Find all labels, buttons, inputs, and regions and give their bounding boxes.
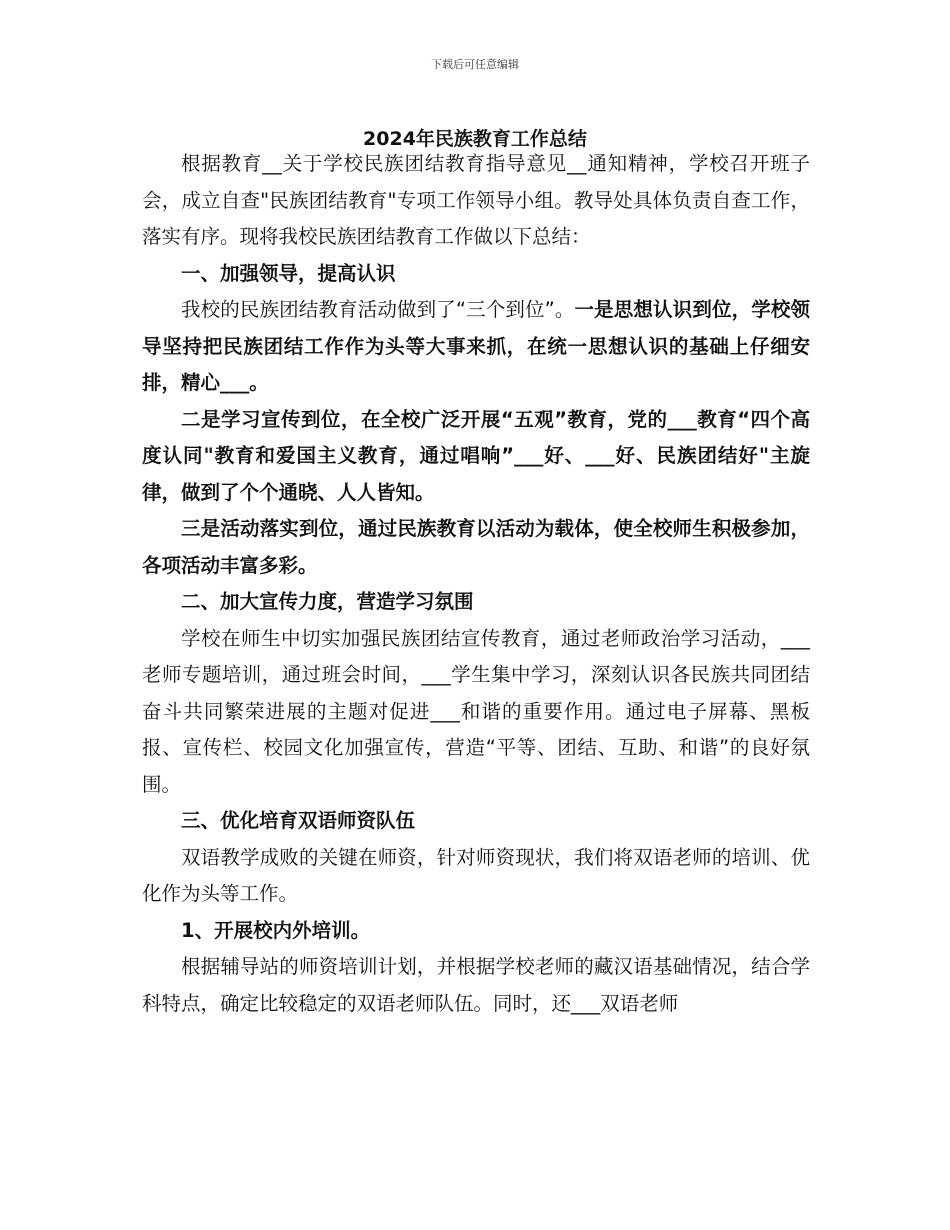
section-heading-4: 1、开展校内外培训。 [181,918,371,942]
paragraph-4: 学校在师生中切实加强民族团结宣传教育，通过老师政治学习活动，___老师专题培训，通过班会时间，___学生集中学习，深刻认识各民族共同团结奋斗共同繁荣进展的主题对促进___和谐的重要作用。通过电子屏幕、黑板报、宣传栏、校园文化加强宣传，营造“平等、团结、互助、和谐”的良好氛围。 [142,626,810,796]
section-heading-3: 三、优化培育双语师资队伍 [181,809,416,832]
paragraph-intro: 根据教育__关于学校民族团结教育指导意见__通知精神，学校召开班子会，成立自查"民族团结教育"专项工作领导小组。教导处具体负责自查工作，落实有序。现将我校民族团结教育工作做以下总结： [142,152,810,248]
document-title: 2024年民族教育工作总结 [363,128,587,150]
paragraph-1 [142,292,810,402]
header-note: 下载后可任意编辑 [431,58,519,71]
paragraph-5: 双语教学成败的关键在师资，针对师资现状，我们将双语老师的培训、优化作为头等工作。 [142,845,810,905]
document-body [142,146,810,1022]
paragraph-3: 三是活动落实到位，通过民族教育以活动为载体，使全校师生积极参加，各项活动丰富多彩。 [142,517,810,577]
paragraph-6: 根据辅导站的师资培训计划，并根据学校老师的藏汉语基础情况，结合学科特点，确定比较稳定的双语老师队伍。同时，还___双语老师 [142,955,810,1015]
section-heading-2: 二、加大宣传力度，营造学习氛围 [181,590,474,613]
section-heading-1: 一、加强领导，提高认识 [181,261,396,285]
paragraph-1-normal: 我校的民族团结教育活动做到了“三个到位”。 [181,298,575,321]
paragraph-2: 二是学习宣传到位，在全校广泛开展“五观”教育，党的___教育“四个高度认同"教育和爱国主义教育，通过唱响”___好、___好、民族团结好"主旋律，做到了个个通晓、人人皆知。 [142,407,810,504]
paragraph-1-bold: 一是思想认识到位，学校领导坚持把民族团结工作作为头等大事来抓，在统一思想认识的基础上仔细安排，精心___。 [142,298,810,394]
